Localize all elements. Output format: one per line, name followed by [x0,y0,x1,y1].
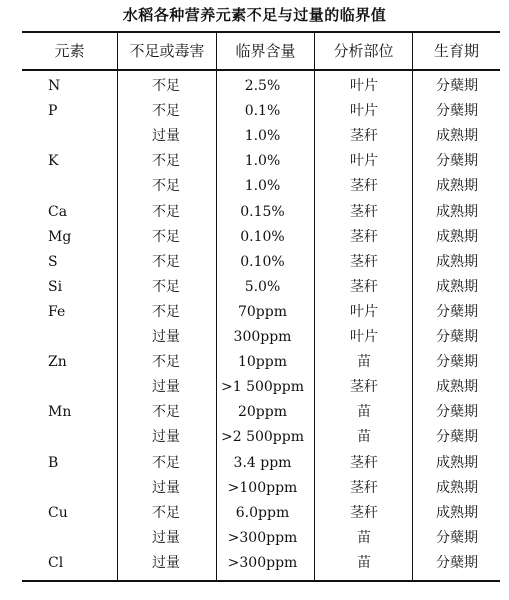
table-row [22,425,500,449]
cell-status: 不足 [152,454,180,471]
cell-status: 不足 [152,203,180,220]
cell-organ: 茎秆 [350,479,378,496]
cell-element: Fe [48,303,66,320]
cell-value: >2 500ppm [220,429,304,446]
header-status: 不足或毒害 [129,42,205,60]
cell-element: Zn [48,354,67,371]
table-row [22,501,500,525]
cell-value: 5.0% [244,278,281,295]
cell-stage: 分蘖期 [436,404,478,421]
cell-organ: 茎秆 [350,454,378,471]
table-row [22,225,500,249]
cell-stage: 成熟期 [436,479,478,496]
cell-value: 0.10% [240,228,285,245]
cell-status: 不足 [152,228,180,245]
table-row [22,174,500,198]
cell-element: Si [48,278,63,295]
table-row [22,250,500,274]
cell-organ: 苗 [357,429,371,446]
cell-value: 300ppm [233,329,292,345]
header-stage: 生育期 [433,42,479,60]
header-rule [22,69,500,71]
bottom-rule [22,580,500,582]
cell-value: 1.0% [244,128,281,145]
cell-organ: 叶片 [350,103,378,120]
table-row [22,375,500,399]
cell-status: 不足 [152,504,180,521]
cell-stage: 分蘖期 [436,303,478,320]
table-row [22,149,500,173]
cell-status: 不足 [152,153,180,170]
table-row [22,74,500,98]
cell-organ: 苗 [357,529,371,546]
cell-status: 不足 [152,404,180,421]
cell-organ: 叶片 [350,329,378,345]
cell-element: Cl [48,554,64,571]
cell-status: 不足 [152,278,180,295]
table-row [22,200,500,224]
table-row [22,325,500,349]
table-row [22,124,500,148]
cell-stage: 分蘖期 [436,554,478,571]
cell-value: 20ppm [237,404,287,421]
cell-organ: 茎秆 [350,203,378,220]
cell-organ: 茎秆 [350,228,378,245]
table-row [22,551,500,575]
cell-status: 不足 [152,354,180,371]
cell-element: S [48,253,58,270]
cell-status: 不足 [152,303,180,320]
table-row [22,400,500,424]
cell-status: 过量 [152,429,180,446]
cell-value: 0.15% [240,203,285,220]
cell-status: 过量 [152,529,180,546]
cell-value: 10ppm [237,354,287,371]
cell-value: 0.10% [240,253,285,270]
cell-stage: 成熟期 [436,454,478,471]
cell-stage: 成熟期 [436,253,478,270]
cell-status: 不足 [152,78,180,94]
cell-value: 6.0ppm [235,504,290,521]
cell-organ: 苗 [357,404,371,421]
table-row [22,526,500,550]
cell-element: Cu [48,504,68,521]
cell-element: Mn [48,404,72,421]
header-organ: 分析部位 [333,42,394,60]
cell-organ: 茎秆 [350,278,378,295]
cell-organ: 茎秆 [350,253,378,270]
cell-stage: 分蘖期 [436,329,478,345]
cell-stage: 成熟期 [436,178,478,195]
cell-value: >300ppm [227,529,298,546]
cell-organ: 茎秆 [350,128,378,145]
cell-value: 1.0% [244,153,281,170]
cell-organ: 叶片 [350,153,378,170]
cell-organ: 茎秆 [350,504,378,521]
cell-status: 过量 [152,479,180,496]
cell-value: 2.5% [244,78,281,94]
cell-value: >300ppm [227,554,298,571]
table-row [22,476,500,500]
cell-organ: 茎秆 [350,178,378,195]
cell-organ: 茎秆 [350,379,378,396]
cell-stage: 成熟期 [436,278,478,295]
header-value: 临界含量 [235,42,296,60]
cell-stage: 成熟期 [436,203,478,220]
cell-stage: 分蘖期 [436,354,478,371]
top-rule [22,31,500,33]
cell-element: K [48,153,59,170]
table-row [22,451,500,475]
cell-value: 0.1% [244,103,281,120]
cell-value: 70ppm [237,303,287,320]
cell-element: P [48,103,58,120]
cell-element: Ca [48,203,68,220]
table-row [22,300,500,324]
cell-organ: 叶片 [350,78,378,94]
cell-stage: 分蘖期 [436,103,478,120]
cell-organ: 苗 [357,554,371,571]
cell-stage: 分蘖期 [436,153,478,170]
table-row [22,99,500,123]
table-title: 水稻各种营养元素不足与过量的临界值 [122,6,387,24]
cell-element: N [48,78,61,94]
cell-stage: 分蘖期 [436,78,478,94]
cell-value: >100ppm [227,479,298,496]
cell-organ: 叶片 [350,303,378,320]
cell-organ: 苗 [357,354,371,371]
cell-element: B [48,454,59,471]
cell-status: 过量 [152,128,180,145]
cell-value: >1 500ppm [220,379,304,396]
cell-stage: 成熟期 [436,228,478,245]
cell-status: 过量 [152,379,180,396]
cell-status: 不足 [152,253,180,270]
cell-value: 3.4 ppm [233,454,292,471]
cell-element: Mg [48,228,72,245]
table-row [22,275,500,299]
cell-status: 过量 [152,554,180,571]
table-row [22,350,500,374]
cell-stage: 成熟期 [436,379,478,396]
cell-status: 过量 [152,329,180,345]
cell-stage: 成熟期 [436,128,478,145]
cell-stage: 成熟期 [436,504,478,521]
cell-stage: 分蘖期 [436,429,478,446]
cell-value: 1.0% [244,178,281,195]
cell-status: 不足 [152,178,180,195]
cell-status: 不足 [152,103,180,120]
header-element: 元素 [54,42,85,60]
cell-stage: 分蘖期 [436,529,478,546]
